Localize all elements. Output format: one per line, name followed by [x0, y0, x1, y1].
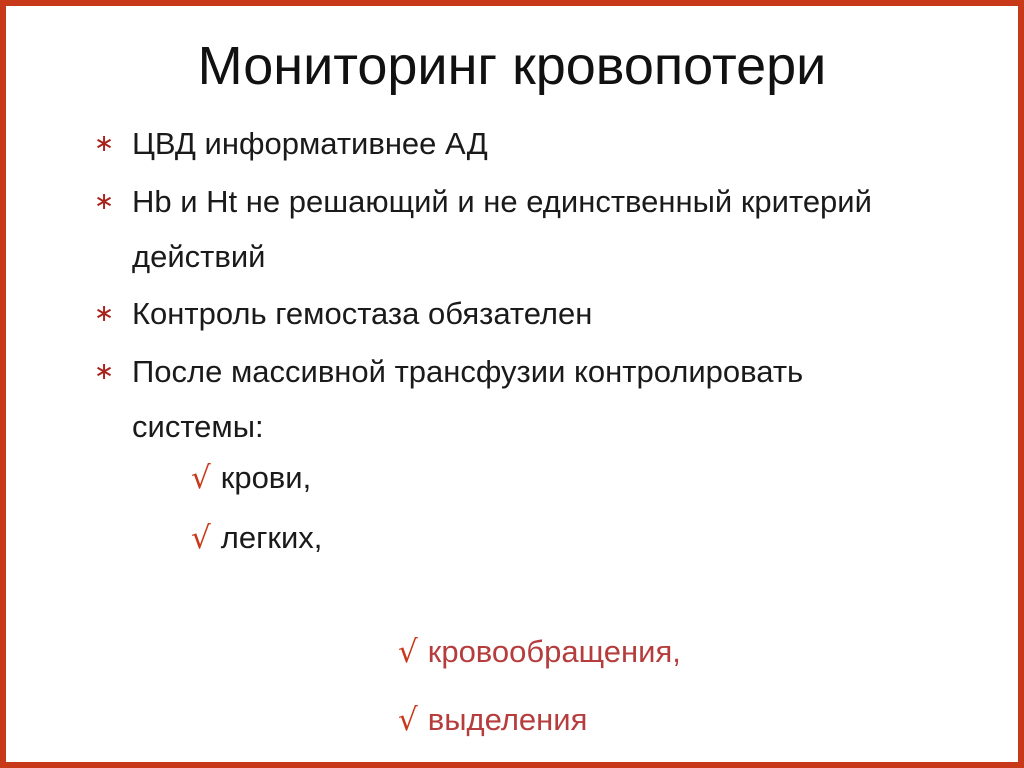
bullet-text: После массивной трансфузии контролировать системы:: [132, 354, 804, 444]
bullet-item: [93, 174, 992, 284]
bullet-item: [93, 344, 922, 454]
asterisk-bullet-icon: ∗: [93, 358, 115, 385]
check-icon: √: [398, 634, 418, 670]
slide-title: Мониторинг кровопотери: [197, 36, 827, 96]
check-icon: √: [398, 702, 418, 738]
check-item: [398, 700, 587, 740]
bullet-text: ЦВД информативнее АД: [132, 126, 488, 161]
check-text: крови,: [220, 460, 312, 495]
asterisk-bullet-icon: ∗: [93, 188, 115, 215]
asterisk-bullet-icon: ∗: [93, 130, 115, 157]
bullet-text: Контроль гемостаза обязателен: [132, 296, 593, 331]
bullet-item: [93, 116, 992, 171]
check-text: выделения: [427, 702, 588, 737]
check-text: легких,: [220, 520, 323, 555]
check-item: [398, 632, 681, 672]
check-icon: √: [191, 520, 211, 556]
check-icon: √: [191, 460, 211, 496]
bullet-item: [93, 286, 992, 341]
bullet-text: Hb и Ht не решающий и не единственный критерий действий: [132, 184, 872, 274]
asterisk-bullet-icon: ∗: [93, 300, 115, 327]
check-item: [191, 518, 322, 558]
check-item: [191, 458, 311, 498]
check-text: кровообращения,: [427, 634, 681, 669]
